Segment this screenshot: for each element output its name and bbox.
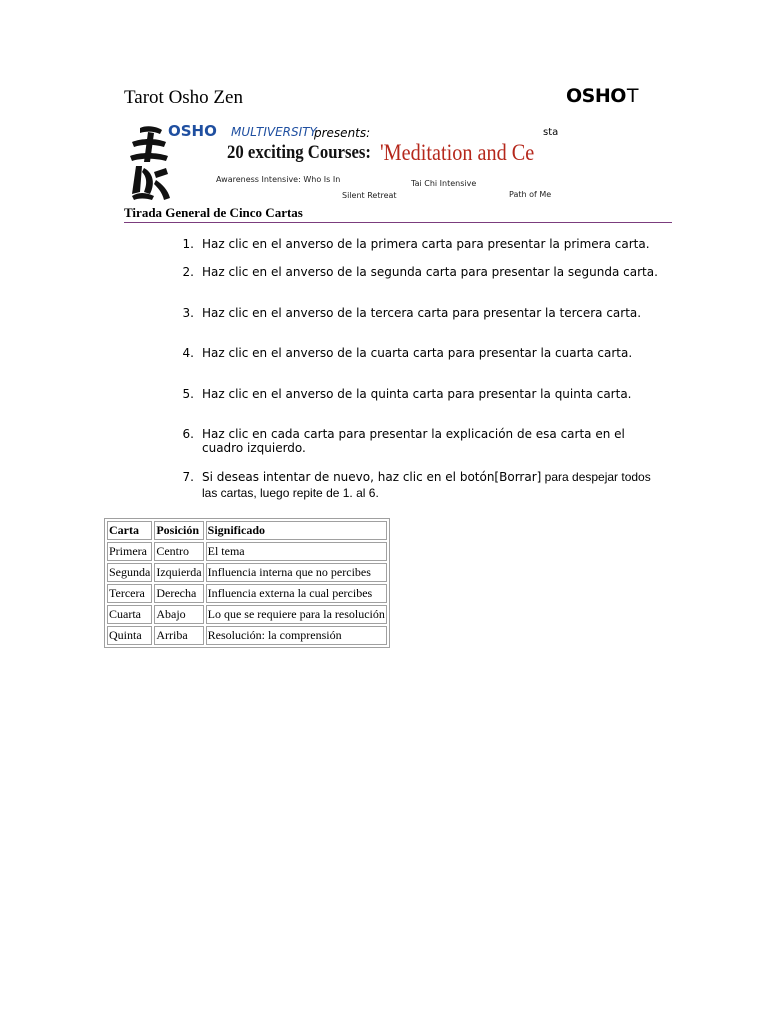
list-item <box>182 346 662 360</box>
list-item-text: Haz clic en el anverso de la primera carta para presentar la primera carta. <box>202 237 650 251</box>
table-cell: Cuarta <box>107 605 152 624</box>
table-cell: Quinta <box>107 626 152 645</box>
list-item-text: Haz clic en cada carta para presentar la explicación de esa carta en el cuadro izquierdo. <box>202 427 625 455</box>
list-item-number: 2. <box>182 265 194 279</box>
section-heading: Tirada General de Cinco Cartas <box>124 205 672 223</box>
table-row <box>107 563 387 582</box>
list-item-number: 3. <box>182 306 194 320</box>
banner-item: Awareness Intensive: Who Is In <box>216 175 341 184</box>
list-item-text: Haz clic en el anverso de la segunda carta para presentar la segunda carta. <box>202 265 658 279</box>
banner-multiversity: MULTIVERSITY <box>231 125 317 139</box>
table-cell: Centro <box>154 542 203 561</box>
banner-item: Path of Me <box>509 190 552 199</box>
banner-item: Tai Chi Intensive <box>411 179 477 188</box>
list-item <box>182 427 662 455</box>
table-cell: Tercera <box>107 584 152 603</box>
list-item <box>182 265 662 279</box>
table-cell: Abajo <box>154 605 203 624</box>
banner-corner-text: sta <box>543 127 559 138</box>
table-cell: Derecha <box>154 584 203 603</box>
multiversity-banner <box>124 120 559 202</box>
column-header: Carta <box>107 521 152 540</box>
list-item-number: 5. <box>182 387 194 401</box>
list-item-number: 6. <box>182 427 194 441</box>
list-item-number: 4. <box>182 346 194 360</box>
banner-presents: presents: <box>314 126 371 140</box>
page-title: Tarot Osho Zen <box>124 87 243 108</box>
list-item <box>182 387 662 401</box>
osho-logo <box>566 85 639 107</box>
table-cell: Segunda <box>107 563 152 582</box>
list-item <box>182 469 662 501</box>
card-meaning-table <box>104 518 390 648</box>
banner-courses: 20 exciting Courses: <box>227 142 371 163</box>
table-cell: Influencia externa la cual percibes <box>206 584 387 603</box>
table-cell: Resolución: la comprensión <box>206 626 387 645</box>
column-header: Significado <box>206 521 387 540</box>
table-cell: Arriba <box>154 626 203 645</box>
list-item-text: Haz clic en el anverso de la cuarta carta para presentar la cuarta carta. <box>202 346 633 360</box>
table-row <box>107 605 387 624</box>
list-item <box>182 237 662 251</box>
list-item-text: Si deseas intentar de nuevo, haz clic en el botón[Borrar] <box>202 470 542 484</box>
logo-bold-text: OSHO <box>566 85 626 107</box>
table-cell: Lo que se requiere para la resolución <box>206 605 387 624</box>
banner-item: Silent Retreat <box>342 191 397 200</box>
table-cell: Primera <box>107 542 152 561</box>
table-header-row <box>107 521 387 540</box>
table-cell: Influencia interna que no percibes <box>206 563 387 582</box>
logo-rest-text: T <box>626 85 639 107</box>
table-cell: Izquierda <box>154 563 203 582</box>
banner-headline: 'Meditation and Ce <box>380 140 535 165</box>
list-item-number: 7. <box>182 470 194 484</box>
table-cell: El tema <box>206 542 387 561</box>
list-item-text: Haz clic en el anverso de la tercera carta para presentar la tercera carta. <box>202 306 642 320</box>
table-row <box>107 542 387 561</box>
table-row <box>107 626 387 645</box>
list-item-number: 1. <box>182 237 194 251</box>
table-row <box>107 584 387 603</box>
column-header: Posición <box>154 521 203 540</box>
banner-brand: OSHO <box>168 122 217 140</box>
list-item <box>182 306 662 320</box>
list-item-text: Haz clic en el anverso de la quinta carta para presentar la quinta carta. <box>202 387 632 401</box>
list-item-text-tail: para despejar todos las cartas, luego repite de 1. al 6. <box>202 470 651 500</box>
